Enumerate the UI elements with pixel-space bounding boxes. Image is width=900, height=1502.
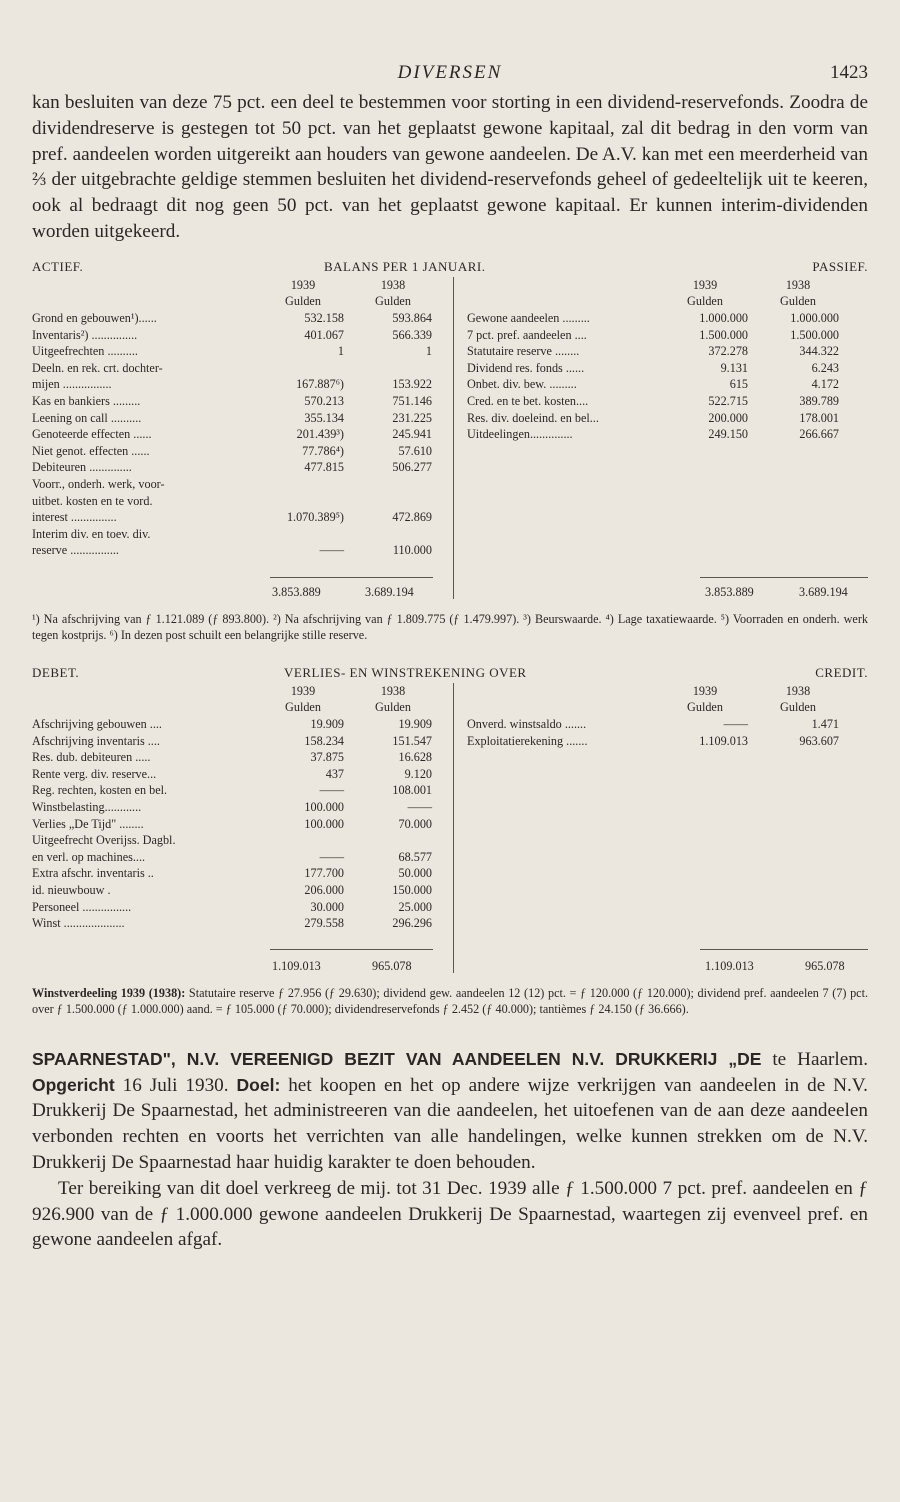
balance-title: BALANS PER 1 JANUARI. <box>324 258 486 274</box>
table-row <box>32 766 453 783</box>
balance-total-1939-left: 3.853.889 <box>272 584 321 599</box>
profit-loss-account <box>32 683 868 985</box>
row-value-1938: 50.000 <box>398 866 432 881</box>
table-row <box>32 526 453 543</box>
row-label: Genoteerde effecten ...... <box>32 427 152 442</box>
row-value-1938: 4.172 <box>811 377 839 392</box>
row-value-1939: 100.000 <box>304 799 344 814</box>
row-value-1938: 153.922 <box>392 377 432 392</box>
row-label: Cred. en te bet. kosten.... <box>467 393 589 408</box>
table-row <box>467 716 868 733</box>
row-label: interest ............... <box>32 510 117 525</box>
row-value-1938: 389.789 <box>799 393 839 408</box>
row-label: Onbet. div. bew. ......... <box>467 377 577 392</box>
row-value-1939: —— <box>723 716 748 731</box>
row-label: Uitgeefrecht Overijss. Dagbl. <box>32 833 176 848</box>
row-value-1939: 1.000.000 <box>699 310 748 325</box>
table-row <box>32 849 453 866</box>
intro-paragraph: kan besluiten van deze 75 pct. een deel te bestemmen voor storting in een dividend-reservefonds. Zoodra de dividendreserve is gestegen tot 50 pct. van het geplaatst gewone kapitaal, zal dit bedrag in den vorm van pref. aandeelen worden uitgereikt aan houders van gewone aandeelen. De A.V. kan met een meerderheid van ⅔ der uitgebrachte geldige stemmen besluiten het dividend-reservefonds geheel of gedeeltelijk uit te keeren, ook al bedraagt dit nog geen 50 pct. van het geplaatst gewone kapitaal. Er kunnen interim-dividenden worden uitgekeerd. <box>32 92 868 242</box>
table-row <box>467 327 868 344</box>
row-label: Inventaris²) ............... <box>32 327 138 342</box>
table-row <box>32 716 453 733</box>
table-row <box>467 393 868 410</box>
table-row <box>32 327 453 344</box>
row-label: Winstbelasting............ <box>32 799 142 814</box>
year-row <box>467 277 868 294</box>
unit-row <box>32 293 453 310</box>
table-row <box>32 426 453 443</box>
row-label: Gewone aandeelen ......... <box>467 310 590 325</box>
founded-date: 16 Juli 1930. <box>114 1074 237 1096</box>
year-1939: 1939 <box>692 683 718 698</box>
row-value-1938: 593.864 <box>392 310 432 325</box>
row-label: en verl. op machines.... <box>32 849 146 864</box>
row-label: Voorr., onderh. werk, voor- <box>32 476 165 491</box>
table-row <box>32 493 453 510</box>
row-value-1939: 158.234 <box>304 733 344 748</box>
table-row <box>467 310 868 327</box>
unit-row <box>467 699 868 716</box>
row-value-1939: 1 <box>337 344 344 359</box>
unit-gulden: Gulden <box>375 294 411 309</box>
row-label: Extra afschr. inventaris .. <box>32 866 154 881</box>
table-row <box>32 865 453 882</box>
table-row <box>32 749 453 766</box>
row-value-1938: 178.001 <box>799 410 839 425</box>
table-row <box>32 459 453 476</box>
row-value-1938: 19.909 <box>398 716 432 731</box>
unit-gulden: Gulden <box>687 294 723 309</box>
row-value-1939: 279.558 <box>304 916 344 931</box>
row-value-1938: 963.607 <box>799 733 839 748</box>
row-value-1938: 9.120 <box>404 766 432 781</box>
row-value-1939: 77.786⁴) <box>302 443 344 458</box>
row-value-1939: —— <box>319 543 344 558</box>
balance-passief-column <box>467 277 868 443</box>
row-label: Res. div. doeleind. en bel... <box>467 410 599 425</box>
goal-text: het koopen en het op andere wijze verkrijgen van aandeelen in de N.V. Drukkerij De Spaarnestad, het administreeren van die aandeelen, het uitoefenen van de aan deze aandeelen verbonden rechten en voorts het verrichten van alle handelingen, welke kunnen strekken om de N.V. Drukkerij De Spaarnestad haar huidig karakter te doen behouden. <box>32 1074 868 1173</box>
total-rule <box>700 577 868 578</box>
pl-heading <box>32 665 868 683</box>
pl-debet-column <box>32 683 453 932</box>
balance-total-1939-right: 3.853.889 <box>705 584 754 599</box>
page-number: 1423 <box>830 62 868 83</box>
row-value-1939: 37.875 <box>310 750 344 765</box>
table-row <box>32 410 453 427</box>
year-1939: 1939 <box>290 277 316 292</box>
row-label: Deeln. en rek. crt. dochter- <box>32 360 163 375</box>
pl-total-1939-left: 1.109.013 <box>272 958 321 973</box>
total-rule <box>700 949 868 950</box>
unit-row <box>467 293 868 310</box>
table-row <box>32 782 453 799</box>
row-label: Interim div. en toev. div. <box>32 526 151 541</box>
year-row <box>32 683 453 700</box>
row-label: Statutaire reserve ........ <box>467 344 580 359</box>
passief-rows <box>467 310 868 443</box>
row-value-1939: 206.000 <box>304 882 344 897</box>
row-value-1938: 1.500.000 <box>790 327 839 342</box>
row-value-1938: 296.296 <box>392 916 432 931</box>
table-row <box>32 816 453 833</box>
row-value-1939: 615 <box>729 377 748 392</box>
table-row <box>32 832 453 849</box>
table-row <box>32 376 453 393</box>
year-1938: 1938 <box>785 277 811 292</box>
row-value-1938: 506.277 <box>392 460 432 475</box>
row-label: Uitdeelingen.............. <box>467 427 573 442</box>
row-label: id. nieuwbouw . <box>32 882 111 897</box>
row-label: mijen ................ <box>32 377 112 392</box>
debet-label: DEBET. <box>32 664 80 680</box>
row-value-1939: 522.715 <box>708 393 748 408</box>
row-value-1938: 150.000 <box>392 882 432 897</box>
balance-actief-column <box>32 277 453 559</box>
table-row <box>467 410 868 427</box>
row-value-1938: 266.667 <box>799 427 839 442</box>
table-row <box>32 915 453 932</box>
unit-gulden: Gulden <box>687 700 723 715</box>
balance-sheet <box>32 277 868 611</box>
row-value-1939: 9.131 <box>720 360 748 375</box>
balance-divider <box>453 277 454 599</box>
row-value-1939: 1.070.389⁵) <box>286 510 344 525</box>
credit-label: CREDIT. <box>815 664 868 680</box>
row-value-1939: —— <box>319 783 344 798</box>
profit-distribution-text: Statutaire reserve ƒ 27.956 (ƒ 29.630); dividend gew. aandeelen 12 (12) pct. = ƒ 120.000 (ƒ 120.000); dividend pref. aandeelen 7 (7) pct. over ƒ 1.500.000 (ƒ 1.000.000) aand. = ƒ 105.000 (ƒ 70.000); dividendreservefonds ƒ 2.452 (ƒ 40.000); tantièmes ƒ 24.150 (ƒ 36.666). <box>32 985 869 1016</box>
year-1938: 1938 <box>380 277 406 292</box>
row-value-1939: 249.150 <box>708 427 748 442</box>
row-value-1939: 532.158 <box>304 310 344 325</box>
unit-gulden: Gulden <box>285 294 321 309</box>
row-value-1939: 401.067 <box>304 327 344 342</box>
table-row <box>32 509 453 526</box>
profit-distribution-label: Winstverdeeling 1939 (1938): <box>32 985 186 1000</box>
row-label: Dividend res. fonds ...... <box>467 360 585 375</box>
row-value-1938: 68.577 <box>398 849 432 864</box>
row-value-1938: 472.869 <box>392 510 432 525</box>
row-value-1938: 1.471 <box>811 716 839 731</box>
balance-total-1938-left: 3.689.194 <box>365 584 414 599</box>
row-value-1938: 110.000 <box>392 543 432 558</box>
balance-total-1938-right: 3.689.194 <box>799 584 848 599</box>
table-row <box>467 426 868 443</box>
row-label: Personeel ................ <box>32 899 132 914</box>
year-1939: 1939 <box>290 683 316 698</box>
table-row <box>32 476 453 493</box>
total-rule <box>270 949 433 950</box>
company-paragraph-2: Ter bereiking van dit doel verkreeg de mij. tot 31 Dec. 1939 alle ƒ 1.500.000 7 pct. pref. aandeelen en ƒ 926.900 van de ƒ 1.000.000 gewone aandeelen Drukkerij De Spaarnestad, waartegen zij evenveel pref. en gewone aandeelen afgaf. <box>32 1177 868 1251</box>
row-value-1939: 1.500.000 <box>699 327 748 342</box>
row-label: Uitgeefrechten .......... <box>32 344 138 359</box>
row-value-1938: 344.322 <box>799 344 839 359</box>
row-value-1938: 6.243 <box>811 360 839 375</box>
row-value-1939: 30.000 <box>310 899 344 914</box>
row-value-1938: 70.000 <box>398 816 432 831</box>
table-row <box>32 343 453 360</box>
row-value-1939: 355.134 <box>304 410 344 425</box>
row-value-1938: 25.000 <box>398 899 432 914</box>
row-label: Rente verg. div. reserve... <box>32 766 157 781</box>
table-row <box>467 733 868 750</box>
pl-total-1939-right: 1.109.013 <box>705 958 754 973</box>
goal-label: Doel: <box>236 1074 281 1095</box>
table-row <box>32 443 453 460</box>
table-row <box>32 393 453 410</box>
row-value-1938: 16.628 <box>398 750 432 765</box>
row-label: Reg. rechten, kosten en bel. <box>32 783 168 798</box>
row-value-1939: 570.213 <box>304 393 344 408</box>
row-value-1939: 477.815 <box>304 460 344 475</box>
unit-row <box>32 699 453 716</box>
row-label: Debiteuren .............. <box>32 460 132 475</box>
credit-rows <box>467 716 868 749</box>
balance-heading <box>32 259 868 277</box>
row-label: reserve ................ <box>32 543 119 558</box>
year-row <box>32 277 453 294</box>
actief-label: ACTIEF. <box>32 258 84 274</box>
document-page <box>32 60 868 1253</box>
row-label: Onverd. winstsaldo ....... <box>467 716 587 731</box>
row-value-1938: 151.547 <box>392 733 432 748</box>
pl-total-1938-left: 965.078 <box>372 958 412 973</box>
row-value-1939: 177.700 <box>304 866 344 881</box>
row-value-1938: 108.001 <box>392 783 432 798</box>
row-value-1939: —— <box>319 849 344 864</box>
table-row <box>467 360 868 377</box>
table-row <box>32 882 453 899</box>
row-value-1938: 245.941 <box>392 427 432 442</box>
row-label: Niet genot. effecten ...... <box>32 443 150 458</box>
year-1938: 1938 <box>380 683 406 698</box>
row-label: Res. dub. debiteuren ..... <box>32 750 151 765</box>
row-value-1939: 437 <box>325 766 344 781</box>
year-1938: 1938 <box>785 683 811 698</box>
row-value-1939: 100.000 <box>304 816 344 831</box>
row-value-1938: 231.225 <box>392 410 432 425</box>
unit-gulden: Gulden <box>285 700 321 715</box>
row-value-1939: 167.887⁶) <box>296 377 344 392</box>
row-value-1938: 1 <box>425 344 432 359</box>
unit-gulden: Gulden <box>780 700 816 715</box>
running-title: DIVERSEN <box>397 62 503 83</box>
row-value-1939: 372.278 <box>708 344 748 359</box>
row-label: Afschrijving gebouwen .... <box>32 716 162 731</box>
pl-total-1938-right: 965.078 <box>805 958 845 973</box>
row-label: Grond en gebouwen¹)...... <box>32 310 157 325</box>
company-entry <box>32 1047 868 1176</box>
company-location: te Haarlem. <box>761 1048 868 1070</box>
table-row <box>32 733 453 750</box>
table-row <box>32 899 453 916</box>
pl-divider <box>453 683 454 973</box>
row-label: 7 pct. pref. aandeelen .... <box>467 327 587 342</box>
row-label: Winst .................... <box>32 916 125 931</box>
row-value-1938: —— <box>407 799 432 814</box>
year-row <box>467 683 868 700</box>
row-label: Afschrijving inventaris .... <box>32 733 160 748</box>
company-name: SPAARNESTAD", N.V. VEREENIGD BEZIT VAN AANDEELEN N.V. DRUKKERIJ „DE <box>32 1048 762 1069</box>
row-label: Exploitatierekening ....... <box>467 733 588 748</box>
row-label: uitbet. kosten en te vord. <box>32 493 153 508</box>
table-row <box>32 310 453 327</box>
table-row <box>467 376 868 393</box>
total-rule <box>270 577 433 578</box>
year-1939: 1939 <box>692 277 718 292</box>
row-value-1939: 200.000 <box>708 410 748 425</box>
row-value-1938: 57.610 <box>398 443 432 458</box>
unit-gulden: Gulden <box>375 700 411 715</box>
row-value-1938: 751.146 <box>392 393 432 408</box>
balance-footnotes: ¹) Na afschrijving van ƒ 1.121.089 (ƒ 893.800). ²) Na afschrijving van ƒ 1.809.775 (ƒ 1.479.997). ³) Beurswaarde. ⁴) Lage taxatiewaarde. ⁵) Voorraden en onderh. werk tegen kostprijs. ⁶) In dezen post schuilt een belangrijke stille reserve. <box>32 611 868 642</box>
row-label: Leening on call .......... <box>32 410 142 425</box>
unit-gulden: Gulden <box>780 294 816 309</box>
passief-label: PASSIEF. <box>812 258 868 274</box>
row-value-1938: 566.339 <box>392 327 432 342</box>
pl-title: VERLIES- EN WINSTREKENING OVER <box>284 664 527 680</box>
profit-distribution-note <box>32 985 868 1017</box>
page-header <box>32 60 868 90</box>
row-value-1939: 19.909 <box>310 716 344 731</box>
table-row <box>32 360 453 377</box>
row-value-1939: 1.109.013 <box>699 733 748 748</box>
row-value-1938: 1.000.000 <box>790 310 839 325</box>
table-row <box>32 542 453 559</box>
actief-rows <box>32 310 453 559</box>
founded-label: Opgericht <box>32 1074 115 1095</box>
table-row <box>32 799 453 816</box>
row-value-1939: 201.439³) <box>296 427 344 442</box>
row-label: Kas en bankiers ......... <box>32 393 141 408</box>
pl-credit-column <box>467 683 868 749</box>
row-label: Verlies „De Tijd" ........ <box>32 816 144 831</box>
debet-rows <box>32 716 453 932</box>
table-row <box>467 343 868 360</box>
